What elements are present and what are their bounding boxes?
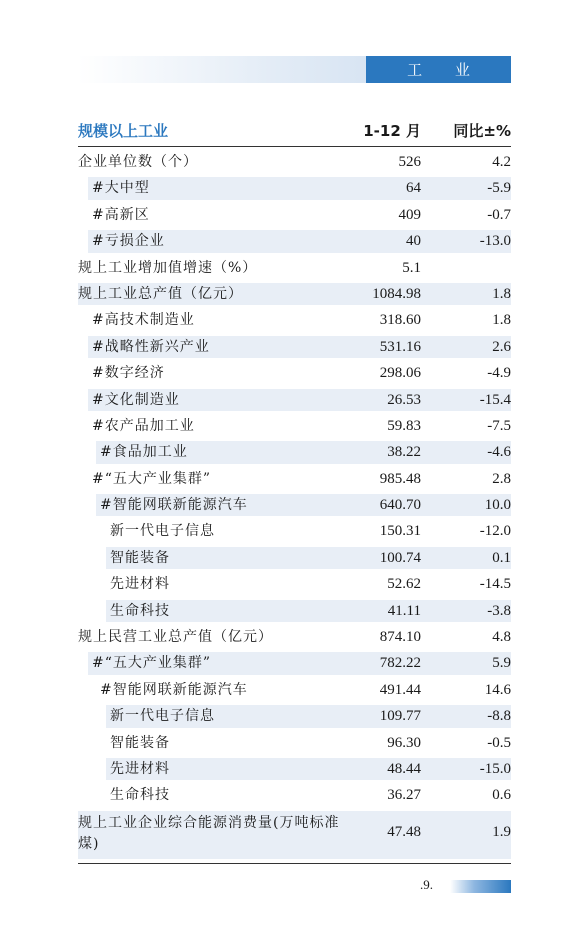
page-number: .9. [420,877,433,892]
row-yoy-change: 4.2 [492,154,511,170]
row-value: 52.62 [387,576,421,593]
row-label: 先进材料 [110,576,170,593]
row-yoy-change: 0.6 [492,787,511,804]
row-yoy-change: 2.6 [492,338,511,355]
row-value: 47.48 [387,823,421,840]
table-header-yoy: 同比±% [453,122,511,140]
row-value: 48.44 [387,760,421,777]
row-yoy-change: -14.5 [479,576,511,593]
row-value: 782.22 [379,655,421,672]
table-row [78,255,511,281]
row-value: 874.10 [379,629,421,646]
row-yoy-change: -8.8 [487,708,511,725]
row-yoy-change: -15.4 [479,391,511,408]
row-value: 59.83 [387,417,421,434]
row-yoy-change: 1.8 [492,285,511,302]
table-row [78,650,511,676]
row-value: 640.70 [379,497,421,514]
table-row [78,730,511,756]
row-label: 规上工业总产值（亿元） [78,285,243,302]
row-value: 491.44 [379,681,421,698]
row-value: 1084.98 [372,285,421,302]
table-row [78,809,511,861]
table-row [78,387,511,413]
row-value: 64 [406,180,421,197]
row-value: 526 [398,154,421,170]
row-yoy-change: 1.9 [492,823,511,840]
row-value: 409 [398,206,421,223]
row-label: #数字经济 [92,365,165,382]
table-row [78,307,511,333]
row-label: 生命科技 [110,602,170,619]
row-yoy-change: 5.9 [492,655,511,672]
row-yoy-change: -3.8 [487,602,511,619]
row-label: #亏损企业 [92,233,165,250]
row-yoy-change: -5.9 [487,180,511,197]
row-value: 38.22 [387,444,421,461]
row-label: 智能装备 [110,549,170,566]
table-row [78,518,511,544]
table-row [78,756,511,782]
row-yoy-change: 14.6 [484,681,511,698]
table-row [78,598,511,624]
row-yoy-change: 1.8 [492,312,511,329]
row-yoy-change: -4.9 [487,365,511,382]
table-row [78,360,511,386]
table-row [78,439,511,465]
row-label: 新一代电子信息 [110,708,215,725]
row-yoy-change: -0.7 [487,206,511,223]
row-yoy-change: 0.1 [492,549,511,566]
row-value: 298.06 [379,365,421,382]
table-row [78,175,511,201]
row-label: 企业单位数（个） [78,154,198,170]
header-divider [78,146,511,147]
row-yoy-change: -13.0 [479,233,511,250]
table-header [78,115,511,145]
row-yoy-change: 2.8 [492,470,511,487]
table-row [78,334,511,360]
row-yoy-change: -12.0 [479,523,511,540]
row-yoy-change: -0.5 [487,734,511,751]
row-value: 100.74 [379,549,421,566]
table-row [78,492,511,518]
table-header-label: 规模以上工业 [78,122,169,140]
row-label: #农产品加工业 [92,417,195,434]
table-row [78,202,511,228]
row-value: 985.48 [379,470,421,487]
row-value: 318.60 [379,312,421,329]
row-label: 规上工业增加值增速（%） [78,259,258,276]
row-label: 规上工业企业综合能源消费量(万吨标准煤) [78,814,340,852]
table-row [78,228,511,254]
table-row [78,281,511,307]
table-header-period: 1-12 月 [363,122,421,140]
row-value: 96.30 [387,734,421,751]
table-row [78,149,511,175]
row-label: 新一代电子信息 [110,523,215,540]
row-value: 5.1 [402,259,421,276]
row-label: #“五大产业集群” [92,470,212,487]
row-label: #文化制造业 [92,391,180,408]
row-value: 150.31 [379,523,421,540]
row-yoy-change: 10.0 [484,497,511,514]
row-label: 生命科技 [110,787,170,804]
row-label: 规上民营工业总产值（亿元） [78,629,273,646]
row-label: #战略性新兴产业 [92,338,210,355]
row-label: #食品加工业 [100,444,188,461]
table-row [78,545,511,571]
row-label: 先进材料 [110,760,170,777]
row-label: #“五大产业集群” [92,655,212,672]
row-yoy-change: -15.0 [479,760,511,777]
row-label: #智能网联新能源汽车 [100,681,248,698]
table-row [78,571,511,597]
row-label: #高新区 [92,206,150,223]
row-value: 26.53 [387,391,421,408]
table-bottom-divider [78,863,511,864]
table-row [78,782,511,808]
row-yoy-change: -4.6 [487,444,511,461]
section-title: 工 业 [366,56,511,83]
row-value: 36.27 [387,787,421,804]
row-value: 40 [406,233,421,250]
row-label: #高技术制造业 [92,312,195,329]
data-table [78,149,511,861]
table-row [78,624,511,650]
row-yoy-change: 4.8 [492,629,511,646]
table-row [78,466,511,492]
row-value: 109.77 [379,708,421,725]
row-value: 531.16 [379,338,421,355]
table-row [78,413,511,439]
row-value: 41.11 [387,602,421,619]
row-label: 智能装备 [110,734,170,751]
row-label: #智能网联新能源汽车 [100,497,248,514]
table-row [78,703,511,729]
row-yoy-change: -7.5 [487,417,511,434]
page-number-bar [450,880,511,893]
table-row [78,677,511,703]
row-shading [88,177,511,199]
row-label: #大中型 [92,180,150,197]
